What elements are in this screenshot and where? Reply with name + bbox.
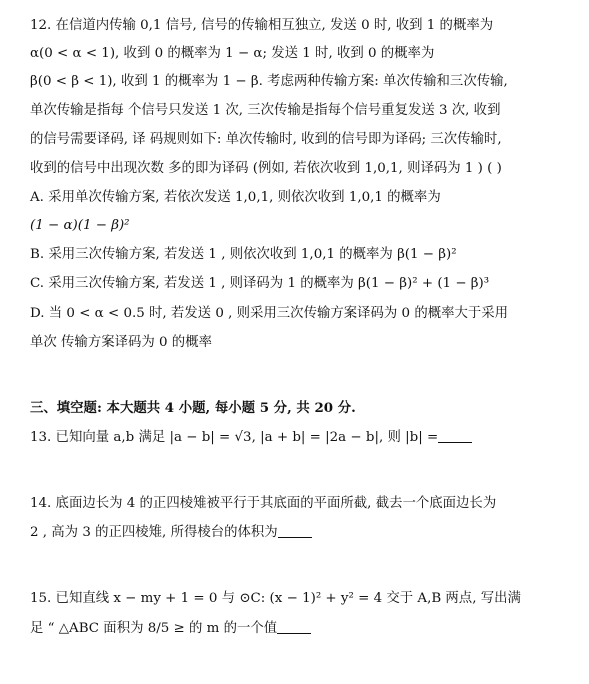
section-3-heading: 三、填空题: 本大题共 4 小题, 每小题 5 分, 共 20 分. bbox=[30, 400, 356, 416]
q12-line-5: 的信号需要译码, 译 码规则如下: 单次传输时, 收到的信号即为译码; 三次传输时, bbox=[30, 132, 502, 147]
q15-text: 足 “ △ABC 面积为 8/5 ≥ 的 m 的一个值 bbox=[30, 621, 278, 636]
q12-option-b: B. 采用三次传输方案, 若发送 1 , 则依次收到 1,0,1 的概率为 β(1 − β)² bbox=[30, 247, 457, 262]
q12-line-3: β(0 < β < 1), 收到 1 的概率为 1 − β. 考虑两种传输方案: 单次传输和三次传输, bbox=[30, 74, 508, 89]
q12-option-a: A. 采用单次传输方案, 若依次发送 1,0,1, 则依次收到 1,0,1 的概率为 bbox=[30, 190, 441, 205]
q12-option-d: D. 当 0 < α < 0.5 时, 若发送 0 , 则采用三次传输方案译码为 0 的概率大于采用 bbox=[30, 306, 509, 321]
q13-answer-blank[interactable] bbox=[438, 428, 472, 443]
q12-line-2: α(0 < α < 1), 收到 0 的概率为 1 − α; 发送 1 时, 收到 0 的概率为 bbox=[30, 46, 435, 61]
q12-line-1: 12. 在信道内传输 0,1 信号, 信号的传输相互独立, 发送 0 时, 收到 1 的概率为 bbox=[30, 18, 494, 33]
q14-line-2 bbox=[30, 523, 312, 543]
q12-line-6: 收到的信号中出现次数 多的即为译码 (例如, 若依次收到 1,0,1, 则译码为 1 ) ( ) bbox=[30, 161, 502, 176]
q13-line bbox=[30, 428, 472, 448]
q12-line-4: 单次传输是指每 个信号只发送 1 次, 三次传输是指每个信号重复发送 3 次, 收到 bbox=[30, 103, 501, 118]
q14-line-1: 14. 底面边长为 4 的正四棱雉被平行于其底面的平面所截, 截去一个底面边长为 bbox=[30, 496, 497, 511]
q13-text: 13. 已知向量 a,b 满足 |a − b| = √3, |a + b| = |2a − b|, 则 |b| = bbox=[30, 430, 439, 445]
q12-option-d-cont: 单次 传输方案译码为 0 的概率 bbox=[30, 335, 212, 350]
q15-answer-blank[interactable] bbox=[277, 619, 311, 634]
q15-line-1: 15. 已知直线 x − my + 1 = 0 与 ⊙C: (x − 1)² + y² = 4 交于 A,B 两点, 写出满 bbox=[30, 591, 521, 606]
q12-option-a-formula: (1 − α)(1 − β)² bbox=[30, 218, 130, 233]
q14-answer-blank[interactable] bbox=[278, 523, 312, 538]
q12-option-c: C. 采用三次传输方案, 若发送 1 , 则译码为 1 的概率为 β(1 − β)² + (1 − β)³ bbox=[30, 276, 490, 291]
q15-line-2 bbox=[30, 619, 311, 639]
q14-text: 2 , 高为 3 的正四棱雉, 所得棱台的体积为 bbox=[30, 525, 278, 540]
